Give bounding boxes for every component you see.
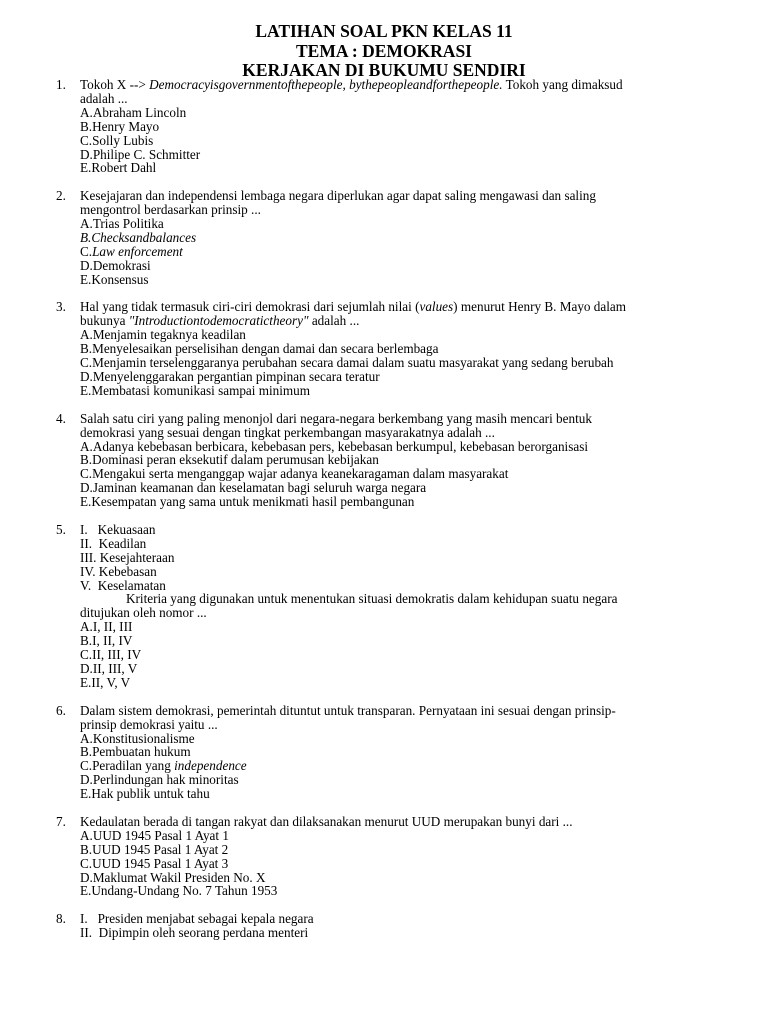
option-d: D.Maklumat Wakil Presiden No. X [80,869,266,885]
option-c: C.Mengakui serta menganggap wajar adanya keanekaragaman dalam masyarakat [80,466,509,482]
option-b: B.Menyelesaikan perselisihan dengan damai dan secara berlembaga [80,341,439,357]
option-c [80,245,746,259]
question-number: 8. [56,911,66,927]
statement-item: III. Kesejahteraan [80,549,175,565]
quote-italic: Democracyisgovernmentofthepeople, bythepeopleandforthepeople. [149,77,503,92]
option-a: A.Konstitusionalisme [80,730,195,746]
option-a: A.Menjamin tegaknya keadilan [80,327,246,343]
document-header [0,22,768,81]
text-italic: values [419,299,454,315]
option-d: D.Jaminan keamanan dan keselamatan bagi seluruh warga negara [80,480,427,496]
option-c: C.II, III, IV [80,647,142,663]
question-5 [56,523,746,690]
question-text-line: Kriteria yang digunakan untuk menentukan situasi demokratis dalam kehidupan suatu negara [126,591,618,607]
option-b [80,231,746,245]
question-1 [56,78,746,175]
question-text-line [80,300,746,314]
question-4 [56,412,746,509]
question-text-line: mengontrol berdasarkan prinsip ... [80,202,261,218]
option-a: A.Adanya kebebasan berbicara, kebebasan pers, kebebasan berkumpul, kebebasan berorganisasi [80,438,589,454]
question-number: 2. [56,188,66,204]
statement-item: IV. Kebebasan [80,563,157,579]
option-e: E.Robert Dahl [80,160,157,176]
statement-item: II. Keadilan [80,535,147,551]
option-c-italic: independence [174,758,247,774]
option-c: C.Solly Lubis [80,132,154,148]
question-text-line: adalah ... [80,90,128,106]
option-a: A.UUD 1945 Pasal 1 Ayat 1 [80,827,229,843]
statement-item: I. Kekuasaan [80,521,156,537]
text-segment: adalah ... [308,313,360,329]
question-text-line: Salah satu ciri yang paling menonjol dari negara-negara berkembang yang masih mencari bentuk [80,410,592,426]
option-a: A.Trias Politika [80,216,164,232]
statement-item: II. Dipimpin oleh seorang perdana menteri [80,925,309,941]
option-a: A.I, II, III [80,619,133,635]
option-d: D.Perlindungan hak minoritas [80,772,239,788]
option-c [80,759,746,773]
question-2 [56,189,746,286]
option-d: D.Philipe C. Schmitter [80,146,201,162]
question-8 [56,912,746,940]
option-b: B.Henry Mayo [80,118,160,134]
question-number: 5. [56,521,66,537]
text-segment: Tokoh X --> [80,77,150,92]
question-number: 6. [56,702,66,718]
option-d: D.II, III, V [80,661,138,676]
option-e: E.Kesempatan yang sama untuk menikmati hasil pembangunan [80,494,415,510]
book-title-italic: "Introductiontodemocratictheory" [128,313,309,329]
question-number: 3. [56,299,66,315]
statement-item: I. Presiden menjabat sebagai kepala negara [80,911,314,927]
header-theme: TEMA : DEMOKRASI [296,40,472,61]
option-e: E.Undang-Undang No. 7 Tahun 1953 [80,883,278,899]
text-segment: C. [80,243,93,259]
option-c-italic: Law enforcement [92,243,183,259]
header-title: LATIHAN SOAL PKN KELAS 11 [255,21,513,41]
text-segment: C.Peradilan yang [80,758,175,774]
question-number: 7. [56,813,66,829]
text-segment: bukunya [80,313,129,329]
question-text-line: demokrasi yang sesuai dengan tingkat perkembangan masyarakatnya adalah ... [80,424,495,440]
question-number: 1. [56,77,66,92]
text-segment: Hal yang tidak termasuk ciri-ciri demokrasi dari sejumlah nilai ( [80,299,420,315]
option-e: E.Membatasi komunikasi sampai minimum [80,382,311,398]
option-c: C.Menjamin terselenggaranya perubahan secara damai dalam suatu masyarakat yang sedang berubah [80,355,614,371]
question-text-line: ditujukan oleh nomor ... [80,605,207,621]
statement-item: V. Keselamatan [80,577,166,593]
option-d: D.Menyelenggarakan pergantian pimpinan secara teratur [80,369,380,384]
question-number: 4. [56,410,66,426]
text-segment: Tokoh yang dimaksud [502,77,623,92]
option-c: C.UUD 1945 Pasal 1 Ayat 3 [80,855,229,871]
option-b: B.I, II, IV [80,633,133,649]
text-segment: ) menurut Henry B. Mayo dalam [453,299,627,315]
option-e: E.Hak publik untuk tahu [80,786,210,802]
option-e: E.Konsensus [80,271,149,287]
question-3 [56,300,746,397]
question-text-line: Dalam sistem demokrasi, pemerintah dituntut untuk transparan. Pernyataan ini sesuai dengan prinsip- [80,702,616,718]
option-b: B.Dominasi peran eksekutif dalam perumusan kebijakan [80,452,379,468]
question-6 [56,704,746,801]
question-list [56,78,746,954]
question-7 [56,815,746,898]
question-text-line: prinsip demokrasi yaitu ... [80,716,218,732]
option-d: D.Demokrasi [80,257,151,273]
header-instruction: KERJAKAN DI BUKUMU SENDIRI [242,60,526,80]
option-b-italic: B.Checksandbalances [80,229,197,245]
question-text-line [80,314,746,328]
option-a: A.Abraham Lincoln [80,104,187,120]
option-b: B.UUD 1945 Pasal 1 Ayat 2 [80,841,229,857]
option-e: E.II, V, V [80,674,131,690]
option-b: B.Pembuatan hukum [80,744,191,760]
question-text-line: Kesejajaran dan independensi lembaga negara diperlukan agar dapat saling mengawasi dan saling [80,188,596,204]
question-text-line [80,78,746,92]
question-text-line: Kedaulatan berada di tangan rakyat dan dilaksanakan menurut UUD merupakan bunyi dari ... [80,813,573,829]
